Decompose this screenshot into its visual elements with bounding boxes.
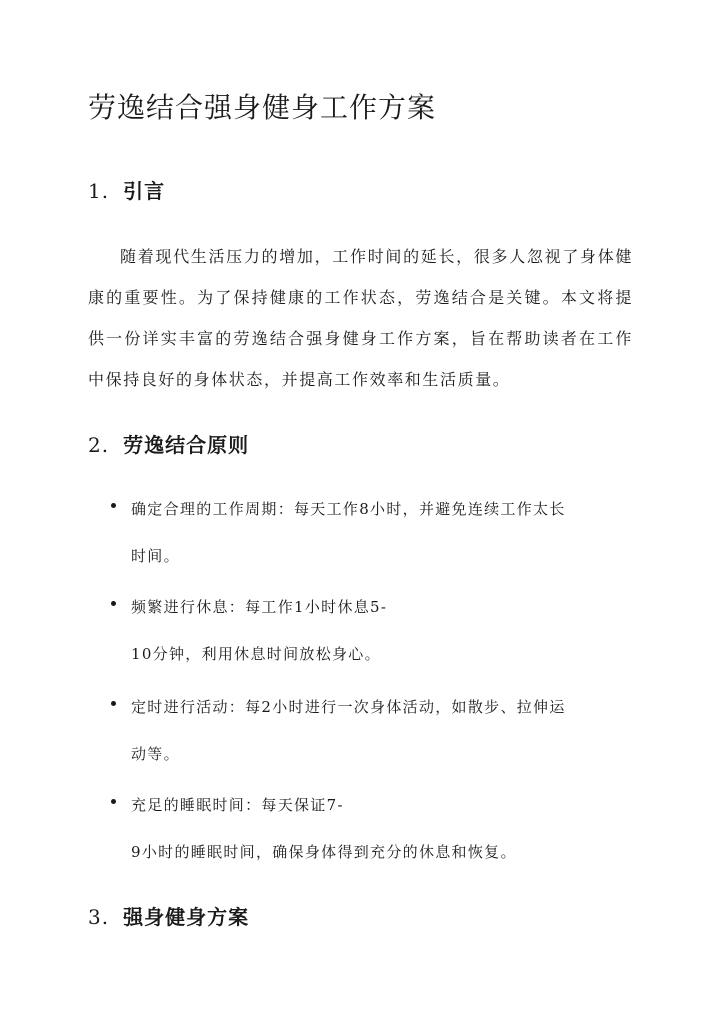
list-item-text: [131, 684, 631, 778]
section-title: 劳逸结合原则: [123, 433, 250, 457]
list-item-line: 充足的睡眠时间：每天保证7-: [131, 796, 344, 814]
list-item-line: 动等。: [131, 745, 180, 763]
list-item-line: 10分钟，利用休息时间放松身心。: [131, 645, 381, 663]
list-item-line: 定时进行活动：每2小时进行一次身体活动，如散步、拉伸运: [131, 698, 566, 716]
document-title: 劳逸结合强身健身工作方案: [88, 91, 437, 124]
section-heading-fitness: [88, 901, 249, 930]
list-item-text: [131, 782, 631, 876]
section-heading-principles: [88, 429, 249, 458]
section-title: 引言: [123, 179, 166, 203]
list-item-line: 频繁进行休息：每工作1小时休息5-: [131, 598, 388, 616]
bullet-icon: [111, 799, 116, 804]
section-heading-intro: [88, 175, 165, 204]
bullet-icon: [111, 601, 116, 606]
intro-paragraph: 随着现代生活压力的增加，工作时间的延长，很多人忽视了身体健康的重要性。为了保持健康的工作状态，劳逸结合是关键。本文将提供一份详实丰富的劳逸结合强身健身工作方案，旨在帮助读者在工作中保持良好的身体状态，并提高工作效率和生活质量。: [88, 247, 633, 389]
list-item-line: 确定合理的工作周期：每天工作8小时，并避免连续工作太长: [131, 500, 566, 518]
list-item-text: [131, 584, 631, 678]
section-number: 2.: [88, 433, 110, 457]
section-number: 1.: [88, 179, 110, 203]
bullet-icon: [111, 701, 116, 706]
section-number: 3.: [88, 905, 110, 929]
section-title: 强身健身方案: [123, 905, 250, 929]
list-item-line: 9小时的睡眠时间，确保身体得到充分的休息和恢复。: [131, 843, 517, 861]
list-item-line: 时间。: [131, 547, 180, 565]
bullet-icon: [111, 503, 116, 508]
list-item-text: [131, 486, 631, 580]
